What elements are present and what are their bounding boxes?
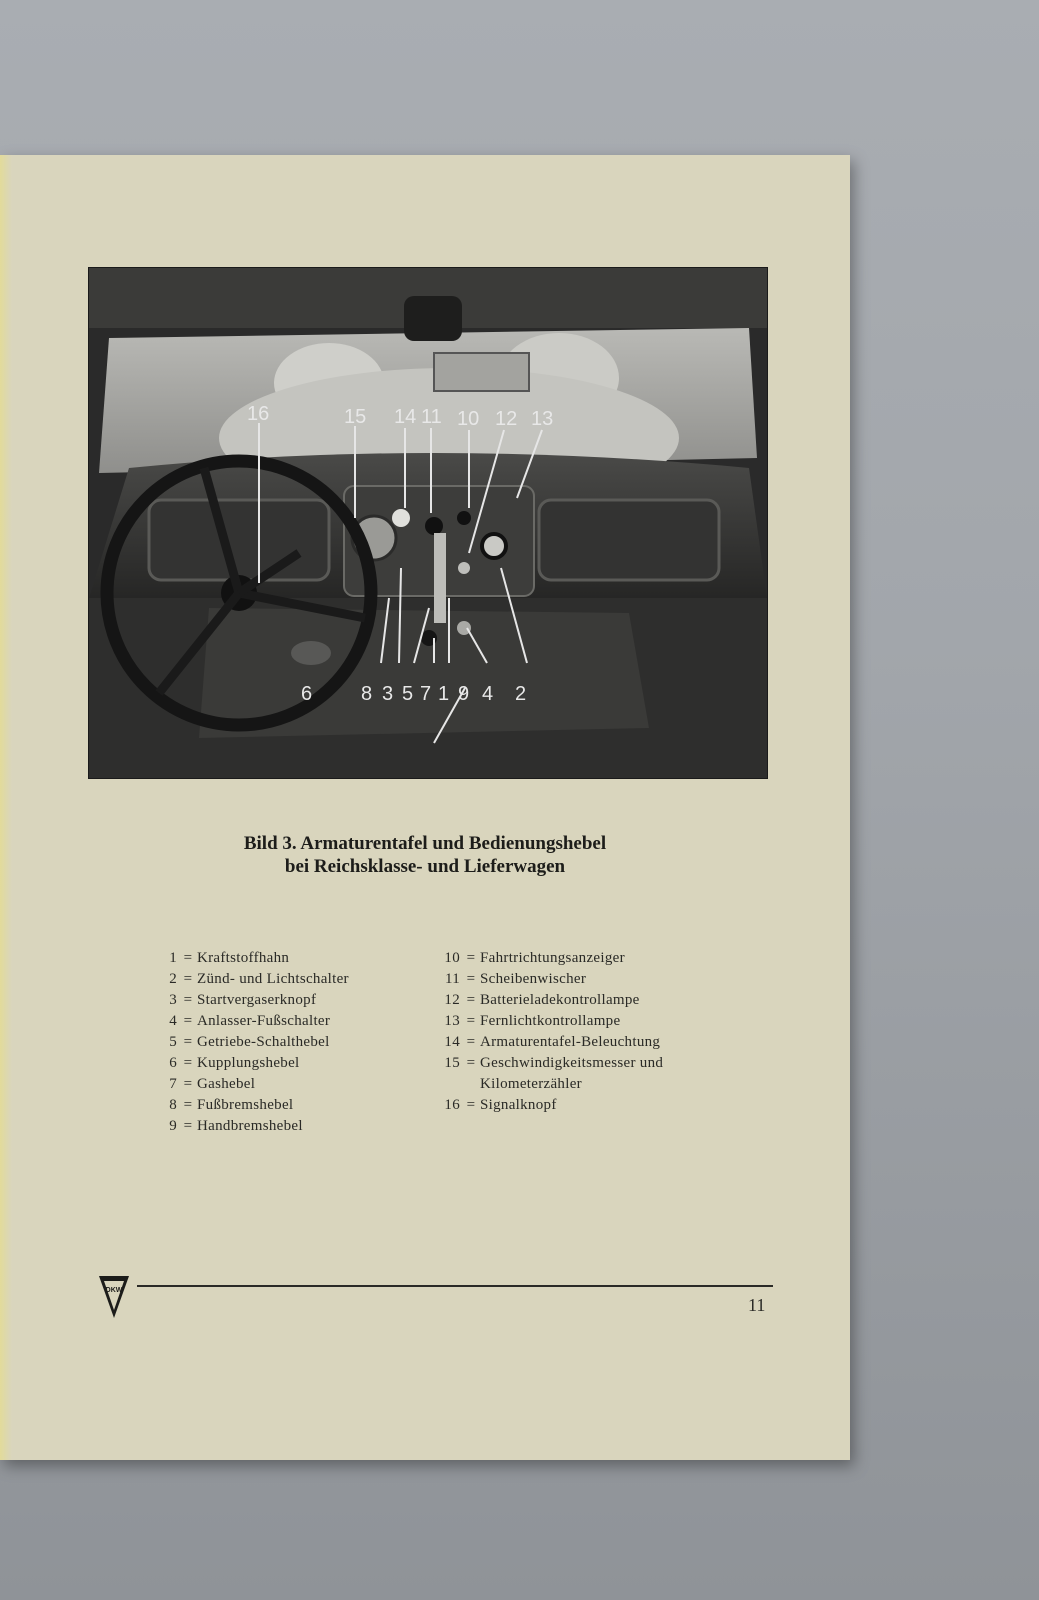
dkw-logo-icon [97,1272,131,1322]
legend-num: 13 [444,1013,460,1029]
legend-num: 3 [169,992,177,1008]
legend-item [428,948,728,969]
callout-16: 16 [247,403,270,425]
legend-separator: = [466,1013,476,1029]
legend-item [428,1053,728,1095]
callout-7: 7 [420,683,432,705]
callout-1: 1 [438,683,450,705]
legend-item [428,1011,728,1032]
legend-num: 1 [169,950,177,966]
legend-text: Gashebel [197,1076,256,1092]
legend-num: 8 [169,1097,177,1113]
callout-15: 15 [344,406,367,428]
legend-num: 6 [169,1055,177,1071]
callout-4: 4 [482,683,494,705]
legend-separator: = [183,971,193,987]
legend-item [145,1053,415,1074]
legend-separator: = [183,1034,193,1050]
legend-separator: = [183,1097,193,1113]
page-number: 11 [748,1295,766,1315]
callout-12: 12 [495,408,518,430]
figure-caption [0,832,850,878]
callout-8: 8 [361,683,373,705]
legend-left [145,948,415,1137]
legend-item [428,969,728,990]
legend-item [145,1116,415,1137]
legend-item [145,969,415,990]
legend-num: 15 [444,1055,460,1071]
legend-num: 9 [169,1118,177,1134]
legend-separator: = [183,1013,193,1029]
legend-num: 14 [444,1034,460,1050]
legend-item [428,990,728,1011]
legend-separator: = [466,992,476,1008]
legend-num: 4 [169,1013,177,1029]
callout-10: 10 [457,408,480,430]
legend-item [428,1032,728,1053]
legend-text: Fußbremshebel [197,1097,294,1113]
logo-text: DKW [105,1287,123,1294]
callout-5: 5 [402,683,414,705]
callout-14: 14 [394,406,417,428]
legend-separator: = [466,950,476,966]
legend-text: Kupplungshebel [197,1055,300,1071]
legend-num: 12 [444,992,460,1008]
legend-separator: = [466,1055,476,1071]
legend-num: 5 [169,1034,177,1050]
legend-num: 2 [169,971,177,987]
legend-text: Signalknopf [480,1097,557,1113]
legend-item [145,1074,415,1095]
legend-item [145,990,415,1011]
legend-text: Fernlichtkontrollampe [480,1013,621,1029]
legend-item [145,1095,415,1116]
legend-text: Zünd- und Lichtschalter [197,971,349,987]
legend-item [145,1011,415,1032]
legend-text: Anlasser-Fußschalter [197,1013,331,1029]
legend-text: Batterieladekontrollampe [480,992,640,1008]
legend-right [428,948,728,1116]
legend-separator: = [183,950,193,966]
footer-rule [137,1285,773,1287]
legend-text: Startvergaserknopf [197,992,317,1008]
callout-13: 13 [531,408,554,430]
legend-item [145,1032,415,1053]
page-edge [0,155,12,1460]
legend-separator: = [466,1034,476,1050]
legend-text: Kraftstoffhahn [197,950,290,966]
legend-separator: = [466,1097,476,1113]
caption-line-1: Bild 3. Armaturentafel und Bedienungshebel [243,833,607,854]
dashboard-photo [88,267,768,779]
callout-2: 2 [515,683,527,705]
legend-item [428,1095,728,1116]
callout-3: 3 [382,683,394,705]
legend-text: Getriebe-Schalthebel [197,1034,330,1050]
legend-item [145,948,415,969]
callout-11: 11 [421,406,442,428]
legend-text: Armaturentafel-Beleuchtung [480,1034,661,1050]
legend-separator: = [466,971,476,987]
legend-num: 10 [444,950,460,966]
legend-num: 7 [169,1076,177,1092]
legend-separator: = [183,1118,193,1134]
legend-num: 16 [444,1097,460,1113]
callout-6: 6 [301,683,313,705]
legend-separator: = [183,1076,193,1092]
caption-line-2: bei Reichsklasse- und Lieferwagen [284,856,566,877]
legend-text: Fahrtrichtungsanzeiger [480,950,625,966]
legend-separator: = [183,992,193,1008]
legend-text: Scheibenwischer [480,971,587,987]
book-page [0,155,850,1460]
callout-9: 9 [458,683,470,705]
legend-text: Geschwindigkeitsmesser und Kilometerzähler [480,1055,664,1092]
legend-text: Handbremshebel [197,1118,303,1134]
legend-separator: = [183,1055,193,1071]
legend-num: 11 [444,971,460,987]
